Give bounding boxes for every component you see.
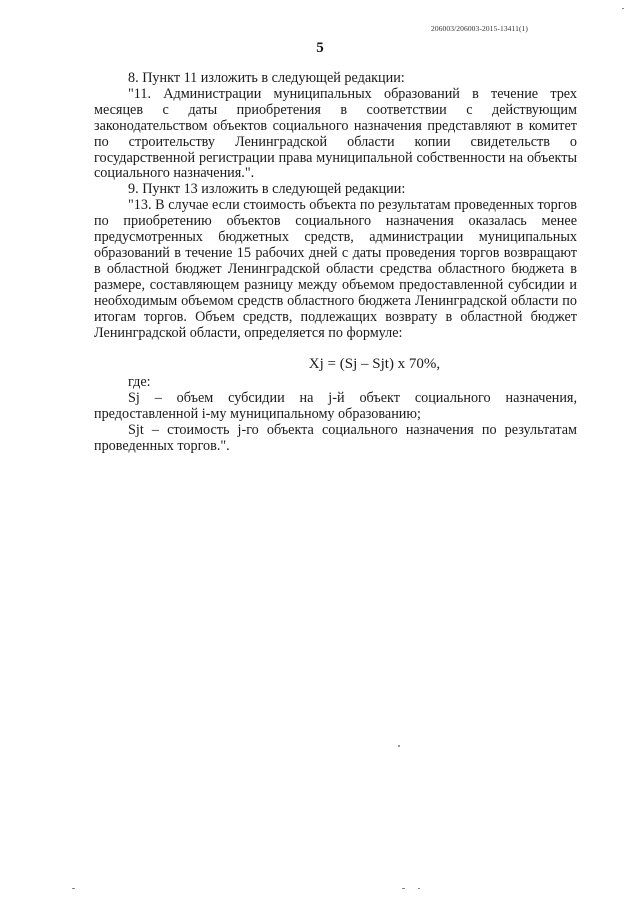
scan-speck (398, 745, 400, 747)
document-id: 206003/206003-2015-13411(1) (431, 24, 528, 33)
paragraph-item-8: 8. Пункт 11 изложить в следующей редакции: (128, 70, 405, 86)
scan-speck (402, 888, 405, 889)
scan-speck (72, 888, 75, 889)
formula: Xj = (Sj – Sjt) x 70%, (308, 356, 441, 373)
document-body (94, 71, 577, 455)
where-label: где: (128, 374, 151, 391)
scan-speck (418, 888, 420, 889)
definition-sj: Sj – объем субсидии на j-й объект социального назначения, предоставленной i-му муниципальному образованию; (94, 390, 577, 423)
paragraph-clause-13: "13. В случае если стоимость объекта по результатам проведенных торгов по приобретению объектов социального назначения оказалась менее предусмотренных бюджетных средств, администрации муниципальных образований в течение 15 рабочих дней с даты проведения торгов возвращают в областной бюджет Ленинградской области средства областного бюджета в размере, составляющем разницу между объемом предоставленной субсидии и необходимым объемом средств областного бюджета Ленинградской области по итогам торгов. Объем средств, подлежащих возврату в областной бюджет Ленинградской области, определяется по формуле: (94, 197, 577, 341)
page-number: 5 (316, 40, 324, 56)
scan-speck (622, 8, 624, 9)
paragraph-clause-11: "11. Администрации муниципальных образований в течение трех месяцев с даты приобретения в соответствии с действующим законодательством объектов социального назначения представляют в комитет по строительству Ленинградской области копии свидетельств о государственной регистрации права муниципальной собственности на объекты социального назначения.". (94, 85, 577, 182)
definition-sjt: Sjt – стоимость j-го объекта социального назначения по результатам проведенных торгов.". (94, 422, 577, 454)
paragraph-item-9: 9. Пункт 13 изложить в следующей редакции: (128, 181, 406, 198)
